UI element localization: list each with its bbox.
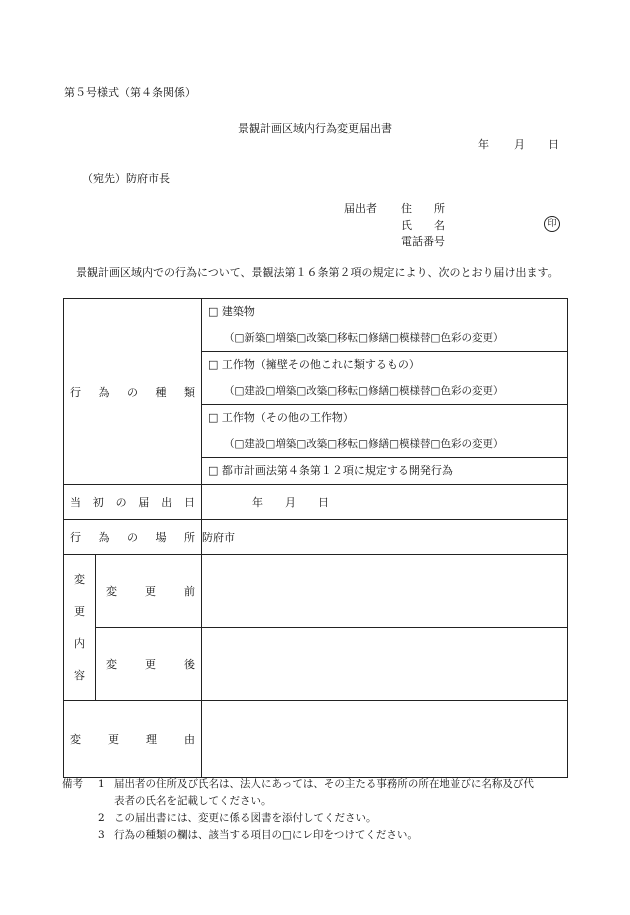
option-sub[interactable]: （□建設□増築□改築□移転□修繕□模様替□色彩の変更） bbox=[224, 385, 504, 397]
option-development: □ 都市計画法第４条第１２項に規定する開発行為 bbox=[202, 458, 568, 485]
option-structure-wall: □ 工作物（擁壁その他これに類するもの） （□建設□増築□改築□移転□修繕□模様替□色彩の変更） bbox=[202, 352, 568, 405]
date-day: 日 bbox=[548, 138, 559, 151]
before-field[interactable] bbox=[202, 555, 568, 628]
reason-label: 変 更 理 由 bbox=[64, 701, 202, 778]
note-item: この届出書には、変更に係る図書を添付してください。 bbox=[114, 812, 377, 824]
note-item-cont: 表者の氏名を記載してください。 bbox=[114, 795, 272, 807]
checkbox[interactable]: □ bbox=[208, 464, 219, 477]
change-content-label: 変 更 内 容 bbox=[64, 555, 96, 701]
note-item: 行為の種類の欄は、該当する項目の□にレ印をつけてください。 bbox=[114, 829, 418, 841]
reason-field[interactable] bbox=[202, 701, 568, 778]
intro-text: 景観計画区域内での行為について、景観法第１６条第２項の規定により、次のとおり届け出ます。 bbox=[76, 266, 559, 279]
place-field[interactable]: 防府市 bbox=[202, 520, 568, 555]
checkbox[interactable]: □ bbox=[208, 305, 219, 318]
note-item: 届出者の住所及び氏名は、法人にあっては、その主たる事務所の所在地並びに名称及び代 bbox=[114, 778, 534, 790]
name-label: 氏 名 bbox=[401, 219, 445, 232]
date-month: 月 bbox=[514, 138, 525, 151]
notes-heading: 備考 bbox=[62, 778, 83, 790]
notes: 備考 1 届出者の住所及び氏名は、法人にあっては、その主たる事務所の所在地並びに名称及び代 表者の氏名を記載してください。 2 この届出書には、変更に係る図書を添付してください。 3 行為の種類の欄は、該当する項目の□にレ印をつけてください。 bbox=[62, 776, 534, 844]
initial-date-field[interactable]: 年 月 日 bbox=[202, 485, 568, 520]
after-field[interactable] bbox=[202, 628, 568, 701]
option-structure-other: □ 工作物（その他の工作物） （□建設□増築□改築□移転□修繕□模様替□色彩の変更） bbox=[202, 405, 568, 458]
before-label: 変 更 前 bbox=[96, 555, 202, 628]
action-type-label: 行 為 の 種 類 bbox=[64, 299, 202, 485]
form-number: 第５号様式（第４条関係） bbox=[64, 86, 196, 99]
option-building: □ 建築物 （□新築□増築□改築□移転□修繕□模様替□色彩の変更） bbox=[202, 299, 568, 352]
after-label: 変 更 後 bbox=[96, 628, 202, 701]
applicant-label: 届出者 bbox=[344, 202, 377, 215]
checkbox[interactable]: □ bbox=[208, 411, 219, 424]
addressee: （宛先）防府市長 bbox=[82, 172, 170, 185]
place-label: 行 為 の 場 所 bbox=[64, 520, 202, 555]
option-sub[interactable]: （□建設□増築□改築□移転□修繕□模様替□色彩の変更） bbox=[224, 438, 504, 450]
seal-mark: 印 bbox=[544, 216, 560, 232]
phone-label: 電話番号 bbox=[401, 235, 445, 248]
date-year: 年 bbox=[478, 138, 489, 151]
checkbox[interactable]: □ bbox=[208, 358, 219, 371]
option-sub[interactable]: （□新築□増築□改築□移転□修繕□模様替□色彩の変更） bbox=[224, 332, 504, 344]
address-label: 住 所 bbox=[401, 202, 445, 215]
initial-date-label: 当 初 の 届 出 日 bbox=[64, 485, 202, 520]
page-title: 景観計画区域内行為変更届出書 bbox=[238, 122, 392, 135]
notification-table bbox=[63, 298, 568, 778]
